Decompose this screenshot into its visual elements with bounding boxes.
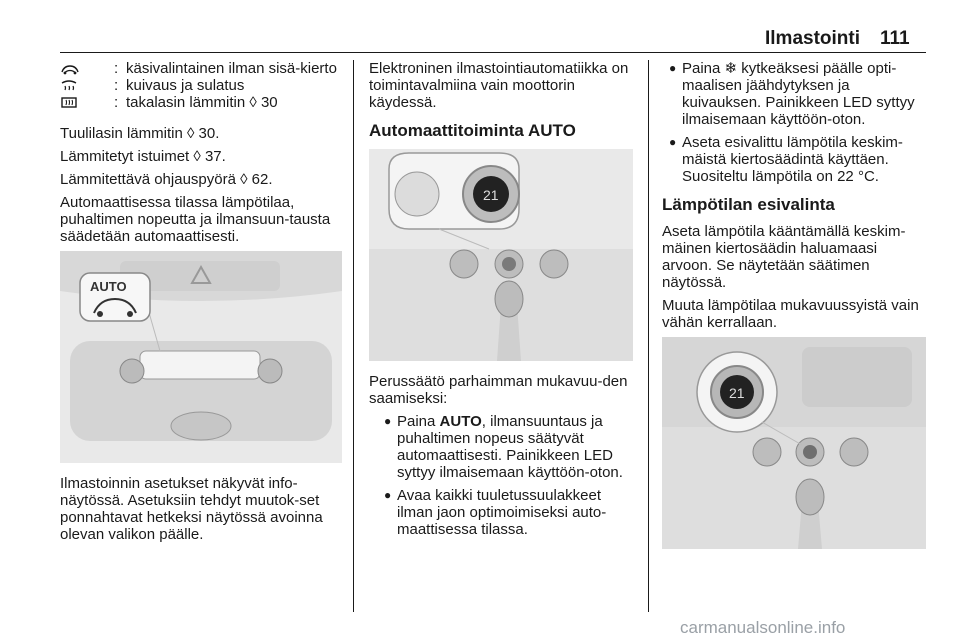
legend-text: kuivaus ja sulatus [126, 77, 245, 94]
section-heading-temperature: Lämpötilan esivalinta [662, 195, 835, 214]
legend-row-defrost: : kuivaus ja sulatus [60, 77, 342, 94]
windshield-heater-ref: Tuulilasin lämmitin ◊ 30. [60, 125, 220, 142]
defrost-icon [60, 77, 114, 94]
bullet-vents: ● Avaa kaikki tuuletussuulakkeet ilman jaon optimoimiseksi auto-maattisessa tilassa. [384, 487, 607, 538]
page-header-title: Ilmastointi [765, 28, 861, 49]
bullet-temperature: ● Aseta esivalittu lämpötila keskim-mäistä kiertosäädintä käyttäen. Suositeltu lämpötila on 22 °C. [669, 134, 903, 185]
auto-control-figure [369, 149, 633, 361]
legend-text: takalasin lämmitin ◊ 30 [126, 94, 278, 111]
recirculation-icon [60, 60, 114, 77]
figure-caption: Ilmastoinnin asetukset näkyvät info-näytössä. Asetuksiin tehdyt muutok-set ponnahtavat hetkeksi näytössä avoinna olevan valikon päälle. [60, 475, 323, 543]
auto-label: AUTO [90, 279, 127, 294]
basic-setting-text: Perussäätö parhaimman mukavuu-den saamiseksi: [369, 373, 628, 407]
climate-panel-figure [60, 251, 342, 463]
column-divider-2 [648, 60, 649, 612]
page-number: 111 [880, 28, 910, 49]
legend-row-rear-defrost: : takalasin lämmitin ◊ 30 [60, 94, 342, 111]
bullet-auto: ● Paina AUTO, ilmansuuntaus ja puhaltimen nopeus säätyvät automaattisesti. Painikkeen LED syttyy ilmaisemaan käyttöön-oton. [384, 413, 623, 481]
rear-defrost-icon [60, 94, 114, 111]
temperature-knob-figure [662, 337, 926, 549]
legend-text: käsivalintainen ilman sisä-kierto [126, 60, 337, 77]
heated-steering-ref: Lämmitettävä ohjauspyörä ◊ 62. [60, 171, 273, 188]
column-1 [60, 60, 342, 549]
temperature-instructions: Aseta lämpötila kääntämällä keskim-mäinen kiertosäädin haluamaasi arvoon. Se näytetään säätimen näytössä. [662, 223, 906, 291]
temperature-display: 21 [483, 187, 499, 203]
auto-button-label: AUTO [439, 413, 482, 430]
column-divider-1 [353, 60, 354, 612]
auto-mode-description: Automaattisessa tilassa lämpötilaa, puhaltimen nopeutta ja ilmansuun-tausta säädetään automaattisesti. [60, 194, 331, 245]
watermark: carmanualsonline.info [680, 618, 846, 637]
temperature-tip: Muuta lämpötilaa mukavuussyistä vain vähän kerrallaan. [662, 297, 919, 331]
legend-row-recirculation: : käsivalintainen ilman sisä-kierto [60, 60, 342, 77]
header-rule [60, 52, 926, 53]
column-2 [369, 60, 633, 544]
intro-text: Elektroninen ilmastointiautomatiikka on toimintavalmiina vain moottorin käydessä. [369, 60, 629, 111]
temperature-display: 21 [729, 385, 745, 401]
section-heading-auto: Automaattitoiminta AUTO [369, 121, 576, 140]
bullet-cooling: ● Paina ❄ kytkeäksesi päälle opti-maalisen jäähdytyksen ja kuivauksen. Painikkeen LED syttyy ilmaisemaan käyttöön-oton. [669, 60, 915, 128]
heated-seats-ref: Lämmitetyt istuimet ◊ 37. [60, 148, 226, 165]
column-3 [662, 60, 926, 561]
